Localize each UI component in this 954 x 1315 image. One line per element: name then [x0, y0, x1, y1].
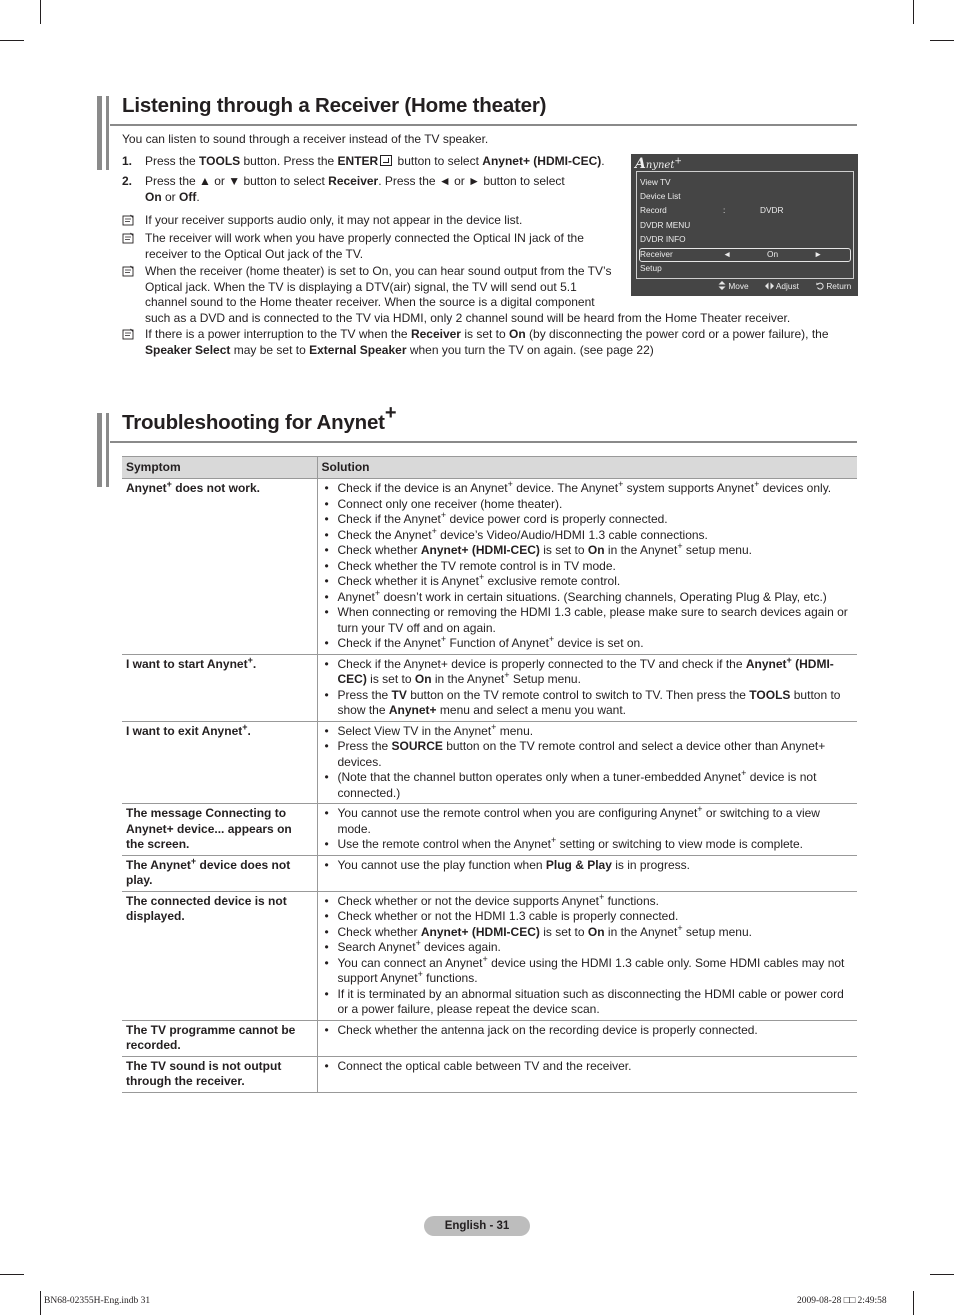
list-item: • Check if the device is an Anynet+ device. The Anynet+ system supports Anynet+ devices only.	[318, 481, 854, 497]
osd-item-receiver[interactable]: Receiver	[640, 249, 673, 259]
osd-item-view-tv[interactable]: View TV	[640, 177, 671, 187]
osd-record-value: DVDR	[760, 205, 784, 215]
list-item: • Press the SOURCE button on the TV remote control and select a device other than Anynet+ devices.	[318, 739, 854, 770]
step-text: Press the ▲ or ▼ button to select Receiver. Press the ◄ or ► button to select On or Off.	[145, 174, 565, 204]
solution-cell	[317, 721, 857, 804]
list-item: • Check whether Anynet+ (HDMI-CEC) is set to On in the Anynet+ setup menu.	[318, 543, 854, 559]
list-item: • Check if the Anynet+ Function of Anynet+ device is set on.	[318, 636, 854, 652]
osd-receiver-value: On	[767, 249, 779, 259]
crop-mark	[40, 0, 41, 24]
symptom-cell: The connected device is not displayed.	[122, 891, 317, 1020]
list-item: • Check whether or not the HDMI 1.3 cable is properly connected.	[318, 909, 854, 925]
symptom-cell: Anynet+ does not work.	[122, 479, 317, 655]
symptom-cell: The Anynet+ device does not play.	[122, 855, 317, 891]
step-number: 1.	[122, 154, 133, 168]
symptom-cell: I want to start Anynet+.	[122, 654, 317, 721]
table-row	[122, 1056, 857, 1092]
table-header-row	[122, 457, 857, 479]
symptom-cell: The message Connecting to Anynet+ device... appears on the screen.	[122, 804, 317, 856]
list-item: • Use the remote control when the Anynet+ setting or switching to view mode is complete.	[318, 837, 854, 853]
table-row	[122, 1020, 857, 1056]
osd-item-device-list[interactable]: Device List	[640, 191, 681, 201]
note-icon	[122, 328, 134, 340]
left-arrow-icon[interactable]: ◄	[723, 249, 732, 259]
return-icon	[816, 282, 824, 290]
table-row	[122, 721, 857, 804]
list-item: • (Note that the channel button operates only when a tuner-embedded Anynet+ device is not connected.)	[318, 770, 854, 801]
column-header-symptom: Symptom	[122, 457, 317, 479]
print-slug-left: BN68-02355H-Eng.indb 31	[44, 1296, 151, 1306]
enter-icon	[380, 155, 392, 166]
list-item: • Check if the Anynet+ device is properly connected to the TV and check if the Anynet+ (HDMI-CEC) is set to On in the Anynet+ Setup menu.	[318, 657, 854, 688]
list-item: • Check whether or not the device supports Anynet+ functions.	[318, 894, 854, 910]
crop-mark	[0, 1274, 24, 1275]
solution-cell	[317, 479, 857, 655]
right-arrow-icon[interactable]: ►	[814, 249, 823, 259]
osd-item-setup[interactable]: Setup	[640, 263, 662, 273]
column-header-solution: Solution	[317, 457, 857, 479]
list-item: • Select View TV in the Anynet+ menu.	[318, 724, 854, 740]
osd-item-record[interactable]: Record	[640, 205, 667, 215]
osd-record-colon: :	[723, 205, 726, 215]
solution-cell	[317, 855, 857, 891]
osd-item-dvdr-info[interactable]: DVDR INFO	[640, 234, 686, 244]
step-text: Press the TOOLS button. Press the ENTER button to select Anynet+ (HDMI-CEC).	[145, 154, 605, 168]
intro-text: You can listen to sound through a receiver instead of the TV speaker.	[122, 132, 489, 146]
solution-cell	[317, 891, 857, 1020]
list-item: • Check if the Anynet+ device power cord is properly connected.	[318, 512, 854, 528]
table-row	[122, 855, 857, 891]
crop-mark	[913, 0, 914, 24]
note-icon	[122, 265, 134, 277]
list-item: • If it is terminated by an abnormal situation such as disconnecting the HDMI cable or power cord or a power failure, please repeat the device scan.	[318, 987, 854, 1018]
print-slug-right: 2009-08-28 □□ 2:49:58	[797, 1296, 887, 1306]
crop-mark	[930, 40, 954, 41]
note-text: The receiver will work when you have properly connected the Optical IN jack of the receiver to the Optical Out jack of the TV.	[145, 231, 584, 261]
table-row	[122, 891, 857, 1020]
note-icon	[122, 232, 134, 244]
list-item: • Check whether the TV remote control is in TV mode.	[318, 559, 854, 575]
section-rule	[110, 441, 857, 443]
list-item: • You cannot use the play function when Plug & Play is in progress.	[318, 858, 854, 874]
section-marker	[97, 96, 109, 170]
leftright-arrow-icon	[765, 282, 774, 290]
solution-cell	[317, 654, 857, 721]
section-title-receiver: Listening through a Receiver (Home theater)	[122, 94, 547, 117]
list-item: • Search Anynet+ devices again.	[318, 940, 854, 956]
step-number: 2.	[122, 174, 133, 188]
list-item: • Check whether the antenna jack on the recording device is properly connected.	[318, 1023, 854, 1039]
crop-mark	[913, 1291, 914, 1315]
section-marker	[97, 413, 109, 487]
anynet-logo: Anynet+	[635, 156, 682, 172]
list-item: • When connecting or removing the HDMI 1.3 cable, please make sure to search devices again or turn your TV off and on again.	[318, 605, 854, 636]
anynet-osd-screen	[631, 154, 858, 296]
symptom-cell: The TV programme cannot be recorded.	[122, 1020, 317, 1056]
list-item: • You can connect an Anynet+ device using the HDMI 1.3 cable only. Some HDMI cables may not support Anynet+ functions.	[318, 956, 854, 987]
list-item: • Check whether it is Anynet+ exclusive remote control.	[318, 574, 854, 590]
note-text-wrapped: When the receiver (home theater) is set to On, you can hear sound output from the TV’s Optical jack. When the TV is displaying a DTV(air) signal, the TV will send out 5.1 channel sound to the Home theater receiver. When the source is a digital component such as a DVD and is connected to the TV via HDMI, only 2 channel sound will be heard from the Home Theater receiver.	[145, 264, 791, 325]
table-row	[122, 654, 857, 721]
troubleshooting-table	[122, 456, 857, 1093]
solution-cell	[317, 1056, 857, 1092]
osd-footer-return: Return	[816, 281, 851, 291]
table-row	[122, 804, 857, 856]
osd-menu-box	[636, 171, 854, 279]
crop-mark	[40, 1291, 41, 1315]
osd-footer-move: Move	[718, 281, 749, 291]
list-item: • Check the Anynet+ device’s Video/Audio/HDMI 1.3 cable connections.	[318, 528, 854, 544]
solution-cell	[317, 804, 857, 856]
list-item: • You cannot use the remote control when you are configuring Anynet+ or switching to a view mode.	[318, 806, 854, 837]
symptom-cell: I want to exit Anynet+.	[122, 721, 317, 804]
note-text: If your receiver supports audio only, it may not appear in the device list.	[145, 213, 523, 227]
list-item: • Press the TV button on the TV remote control to switch to TV. Then press the TOOLS button to show the Anynet+ menu and select a menu you want.	[318, 688, 854, 719]
note-icon	[122, 214, 134, 226]
section-title-troubleshooting: Troubleshooting for Anynet+	[122, 402, 397, 434]
table-row	[122, 479, 857, 655]
section-rule	[110, 124, 857, 126]
page-number-badge: English - 31	[424, 1216, 530, 1236]
list-item: • Anynet+ doesn’t work in certain situations. (Searching channels, Operating Plug & Play, etc.)	[318, 590, 854, 606]
osd-footer-adjust: Adjust	[765, 281, 799, 291]
symptom-cell: The TV sound is not output through the receiver.	[122, 1056, 317, 1092]
crop-mark	[0, 40, 24, 41]
list-item: • Connect the optical cable between TV and the receiver.	[318, 1059, 854, 1075]
updown-arrow-icon	[718, 281, 726, 290]
crop-mark	[930, 1274, 954, 1275]
note-text: If there is a power interruption to the TV when the Receiver is set to On (by disconnecting the power cord or a power failure), the Speaker Select may be set to External Speaker when you turn the TV on again. (see page 22)	[145, 327, 829, 357]
osd-item-dvdr-menu[interactable]: DVDR MENU	[640, 220, 691, 230]
list-item: • Check whether Anynet+ (HDMI-CEC) is set to On in the Anynet+ setup menu.	[318, 925, 854, 941]
solution-cell	[317, 1020, 857, 1056]
list-item: • Connect only one receiver (home theater).	[318, 497, 854, 513]
